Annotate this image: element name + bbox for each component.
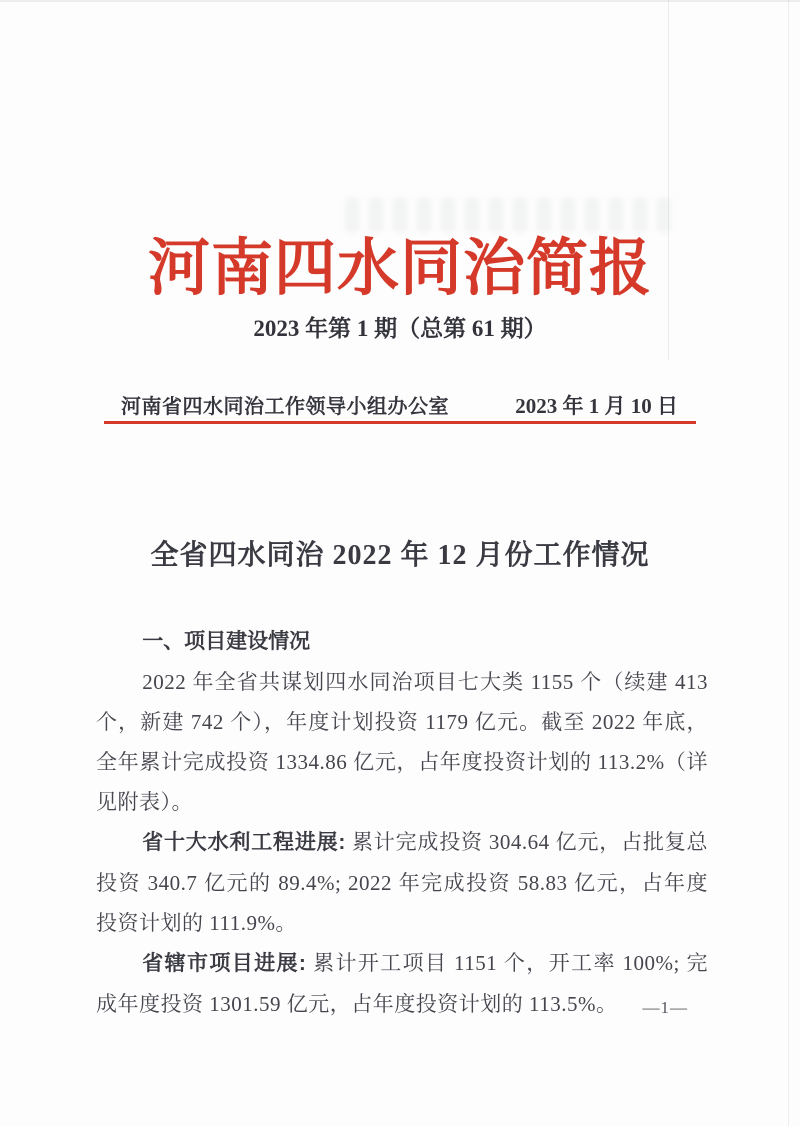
masthead-meta-row <box>121 390 678 420</box>
section-heading: 一、项目建设情况 <box>142 630 311 653</box>
article-title: 全省四水同治 2022 年 12 月份工作情况 <box>150 540 650 571</box>
paragraph-provincial-projects <box>96 822 708 943</box>
issue-number-line: 2023 年第 1 期（总第 61 期） <box>253 316 547 341</box>
bulletin-masthead-title: 河南四水同治简报 <box>147 235 652 303</box>
paragraph-overview <box>96 662 708 822</box>
ink-bleedthrough-artifact <box>345 198 675 232</box>
paragraph-lead: 省十大水利工程进展: <box>142 831 346 854</box>
issue-date: 2023 年 1 月 10 日 <box>515 394 678 418</box>
issuing-office-name: 河南省四水同治工作领导小组办公室 <box>121 396 449 418</box>
paragraph-text: 累计开工项目 1151 个，开工率 100%; 完成年度投资 1301.59 亿元，占年度投资计划的 113.5%。 <box>96 951 708 1016</box>
paragraph-city-projects <box>96 943 708 1024</box>
paragraph-lead: 省辖市项目进展: <box>142 952 307 975</box>
scan-edge-artifact <box>0 0 800 2</box>
masthead-divider-rule <box>104 421 696 424</box>
page-number: —1— <box>642 998 688 1017</box>
article-body <box>96 622 708 1024</box>
paragraph-text: 累计完成投资 304.64 亿元，占批复总投资 340.7 亿元的 89.4%; 2022 年完成投资 58.83 亿元，占年度投资计划的 111.9%。 <box>96 830 709 935</box>
paragraph-text: 2022 年全省共谋划四水同治项目七大类 1155 个（续建 413 个，新建 742 个），年度计划投资 1179 亿元。截至 2022 年底，全年累计完成投资 1334.86 亿元，占年度投资计划的 113.2%（详见附表）。 <box>96 670 708 814</box>
